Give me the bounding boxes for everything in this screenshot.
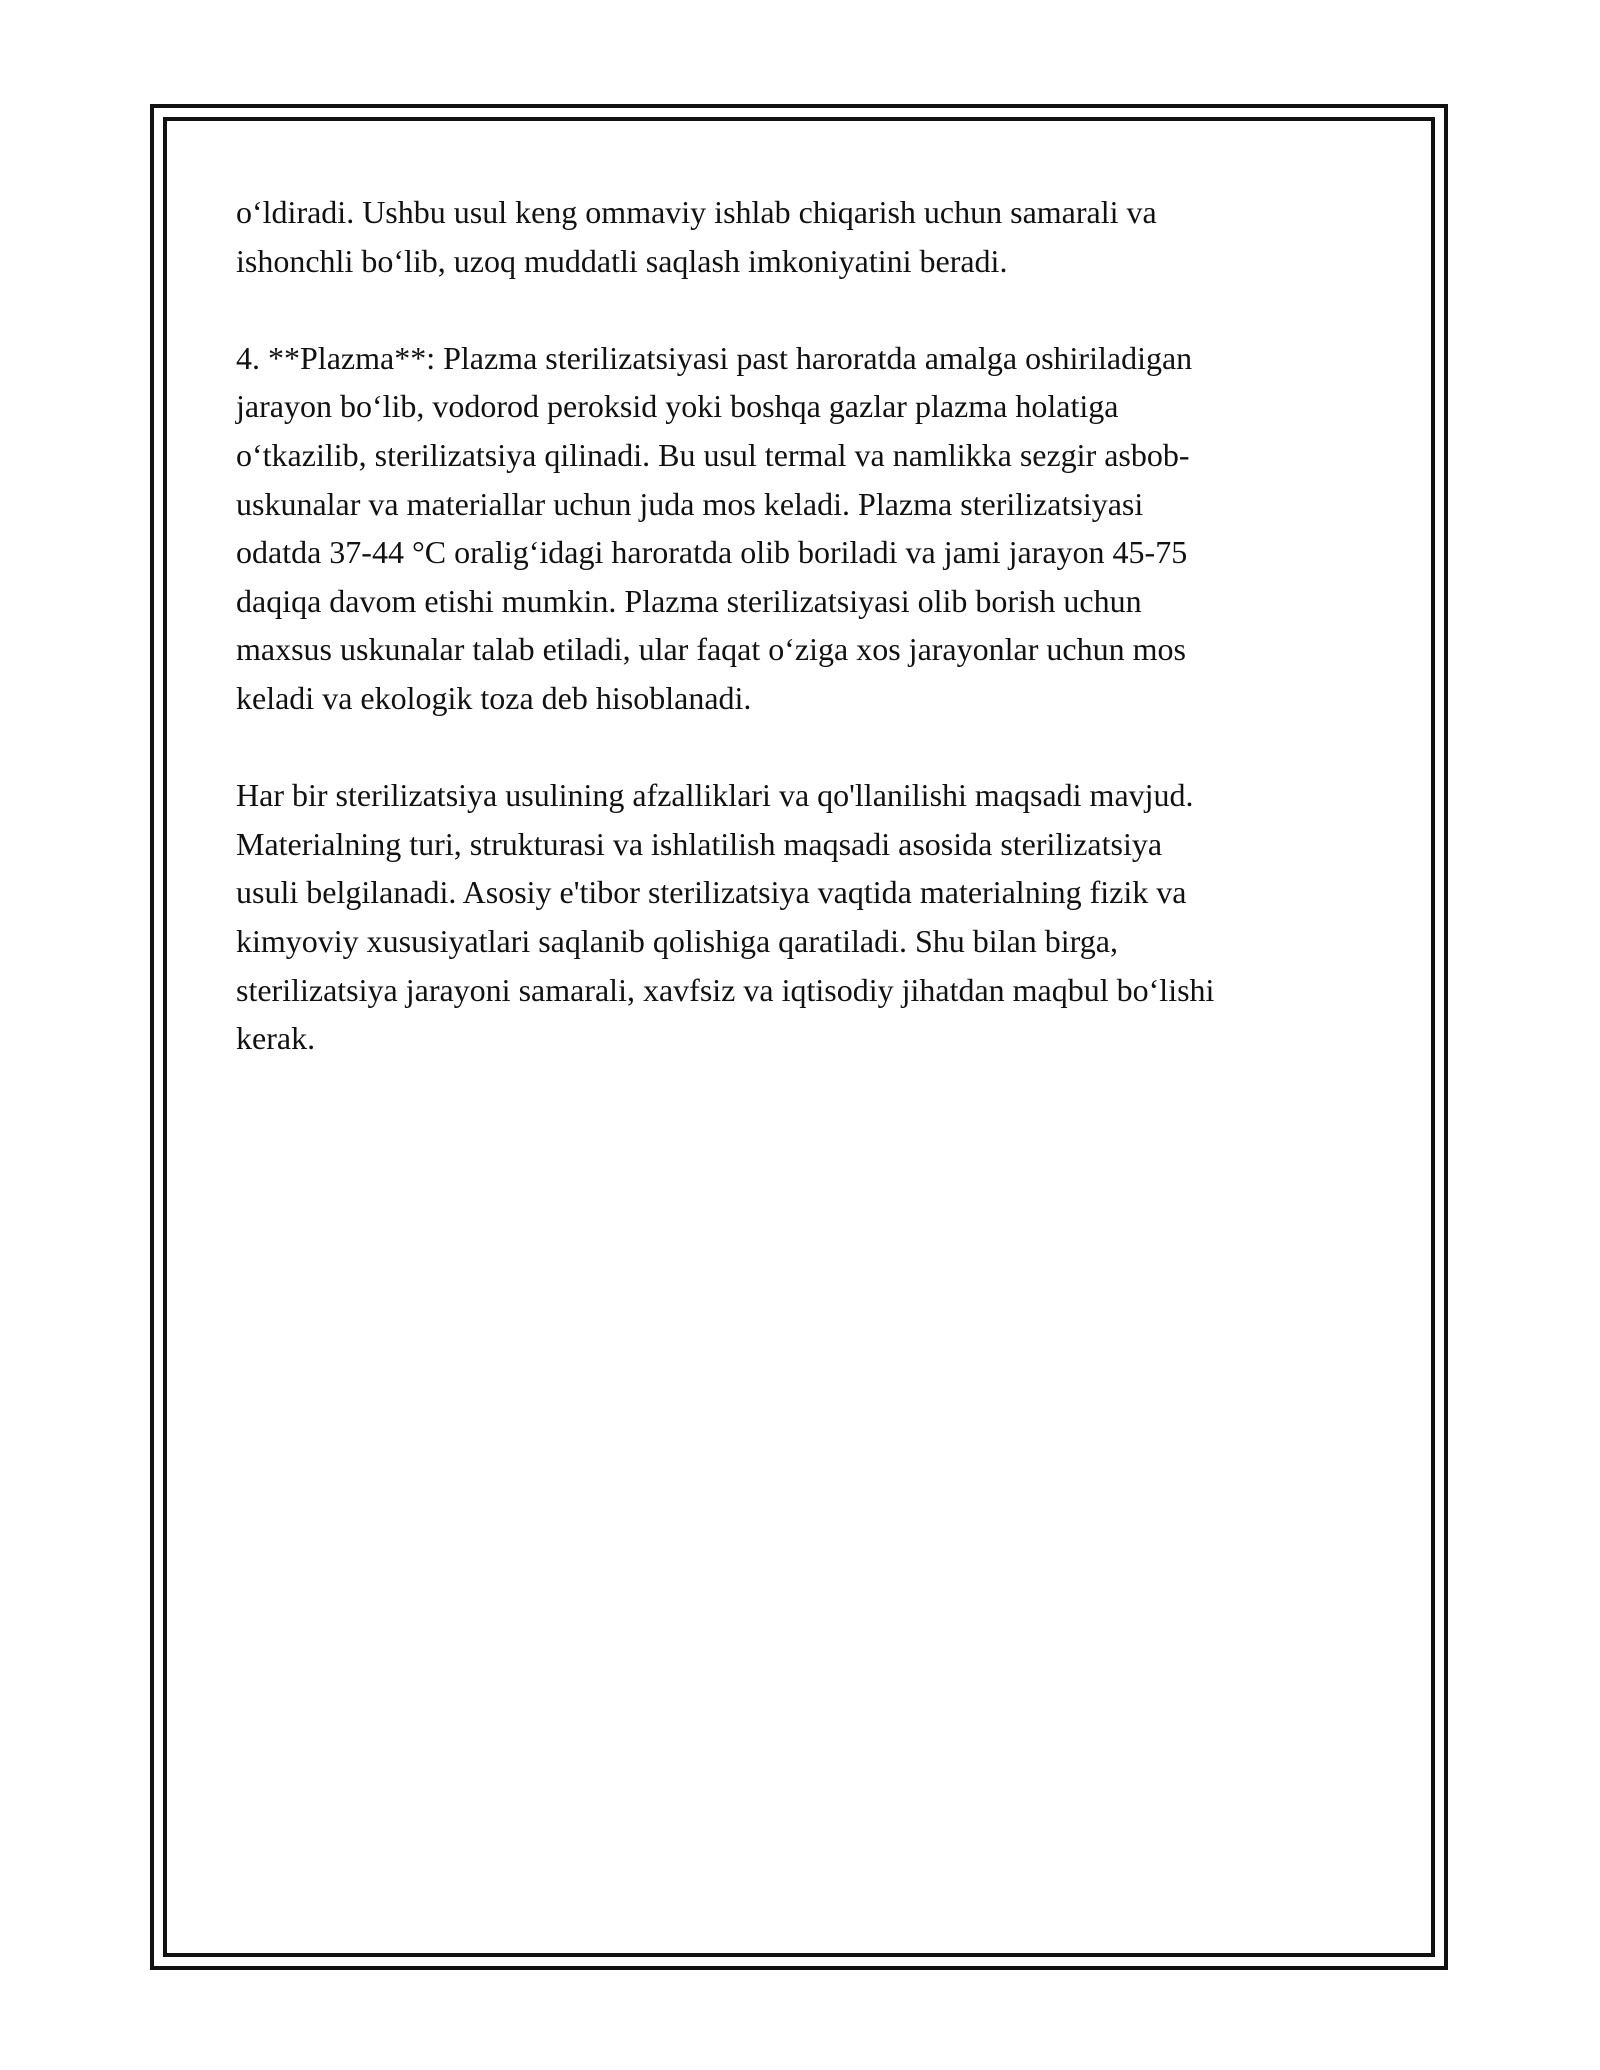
text-line: odatda 37-44 °C oralig‘idagi haroratda olib boriladi va jami jarayon 45-75 — [236, 534, 1188, 571]
paragraph-2 — [236, 334, 1376, 723]
text-line: 4. **Plazma**: Plazma sterilizatsiyasi past haroratda amalga oshiriladigan — [236, 339, 1193, 376]
text-line: kimyoviy xususiyatlari saqlanib qolishiga qaratiladi. Shu bilan birga, — [236, 922, 1118, 959]
text-line: Har bir sterilizatsiya usulining afzalliklari va qo'llanilishi maqsadi mavjud. — [236, 777, 1194, 814]
text-line: Materialning turi, strukturasi va ishlatilish maqsadi asosida sterilizatsiya — [236, 825, 1163, 862]
text-line: daqiqa davom etishi mumkin. Plazma sterilizatsiyasi olib borish uchun — [236, 582, 1142, 619]
text-line: maxsus uskunalar talab etiladi, ular faqat o‘ziga xos jarayonlar uchun mos — [236, 631, 1186, 668]
text-line: o‘tkazilib, sterilizatsiya qilinadi. Bu usul termal va namlikka sezgir asbob- — [236, 436, 1190, 473]
text-line: uskunalar va materiallar uchun juda mos keladi. Plazma sterilizatsiyasi — [236, 485, 1144, 522]
text-line: kerak. — [236, 1020, 316, 1057]
text-line: usuli belgilanadi. Asosiy e'tibor sterilizatsiya vaqtida materialning fizik va — [236, 874, 1187, 911]
text-line: o‘ldiradi. Ushbu usul keng ommaviy ishlab chiqarish uchun samarali va — [236, 194, 1157, 230]
text-line: ishonchli bo‘lib, uzoq muddatli saqlash imkoniyatini beradi. — [236, 242, 1008, 279]
text-line: jarayon bo‘lib, vodorod peroksid yoki boshqa gazlar plazma holatiga — [236, 388, 1119, 425]
paragraph-3 — [236, 771, 1376, 1063]
text-line: keladi va ekologik toza deb hisoblanadi. — [236, 679, 752, 716]
paragraph-1 — [236, 188, 1376, 285]
text-line: sterilizatsiya jarayoni samarali, xavfsiz va iqtisodiy jihatdan maqbul bo‘lishi — [236, 971, 1215, 1008]
document-body — [236, 188, 1376, 1111]
